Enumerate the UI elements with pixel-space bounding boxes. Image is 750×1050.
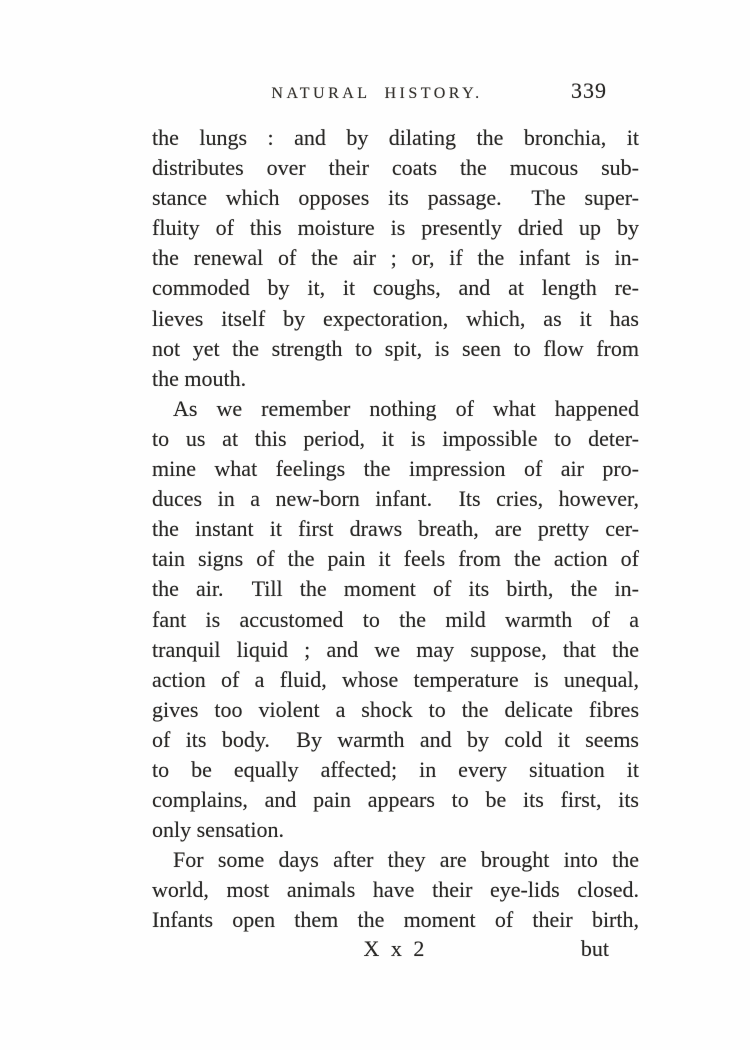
body-text — [152, 123, 639, 936]
text-line: to us at this period, it is impossible to deter- — [152, 425, 639, 451]
text-line: the instant it first draws breath, are pretty cer- — [152, 516, 639, 542]
catchword: but — [580, 936, 609, 961]
text-line: duces in a new-born infant. Its cries, however, — [152, 486, 639, 512]
text-line: the air. Till the moment of its birth, the in- — [152, 576, 639, 602]
text-line: mine what feelings the impression of air pro- — [152, 456, 639, 482]
text-line: For some days after they are brought into the — [173, 847, 639, 873]
text-line: action of a fluid, whose temperature is unequal, — [152, 666, 639, 692]
text-line: of its body. By warmth and by cold it seems — [152, 726, 639, 752]
text-line: the renewal of the air ; or, if the infant is in- — [152, 245, 639, 271]
text-line: tranquil liquid ; and we may suppose, that the — [152, 636, 639, 662]
text-line: the lungs : and by dilating the bronchia, it — [152, 125, 639, 150]
page-footer — [152, 936, 639, 968]
text-line: commoded by it, it coughs, and at length re- — [152, 275, 639, 301]
text-line: not yet the strength to spit, is seen to flow from — [152, 335, 639, 361]
text-line: only sensation. — [152, 817, 284, 843]
text-line: As we remember nothing of what happened — [173, 395, 639, 421]
text-line: fluity of this moisture is presently dried up by — [152, 215, 639, 241]
page-number: 339 — [571, 78, 607, 103]
text-line: tain signs of the pain it feels from the action of — [152, 546, 639, 572]
text-line: world, most animals have their eye-lids closed. — [152, 877, 639, 903]
running-title: NATURAL HISTORY. — [271, 85, 483, 102]
text-line: complains, and pain appears to be its first, its — [152, 787, 639, 813]
signature-mark: X x 2 — [363, 936, 428, 961]
text-line: lieves itself by expectoration, which, as it has — [152, 305, 639, 331]
text-line: gives too violent a shock to the delicate fibres — [152, 696, 639, 722]
text-line: stance which opposes its passage. The super- — [152, 185, 639, 211]
text-line: distributes over their coats the mucous sub- — [152, 155, 639, 181]
text-line: the mouth. — [152, 365, 247, 391]
text-line: fant is accustomed to the mild warmth of a — [152, 606, 639, 632]
text-line: Infants open them the moment of their birth, — [152, 907, 639, 933]
text-line: to be equally affected; in every situation it — [152, 756, 639, 782]
